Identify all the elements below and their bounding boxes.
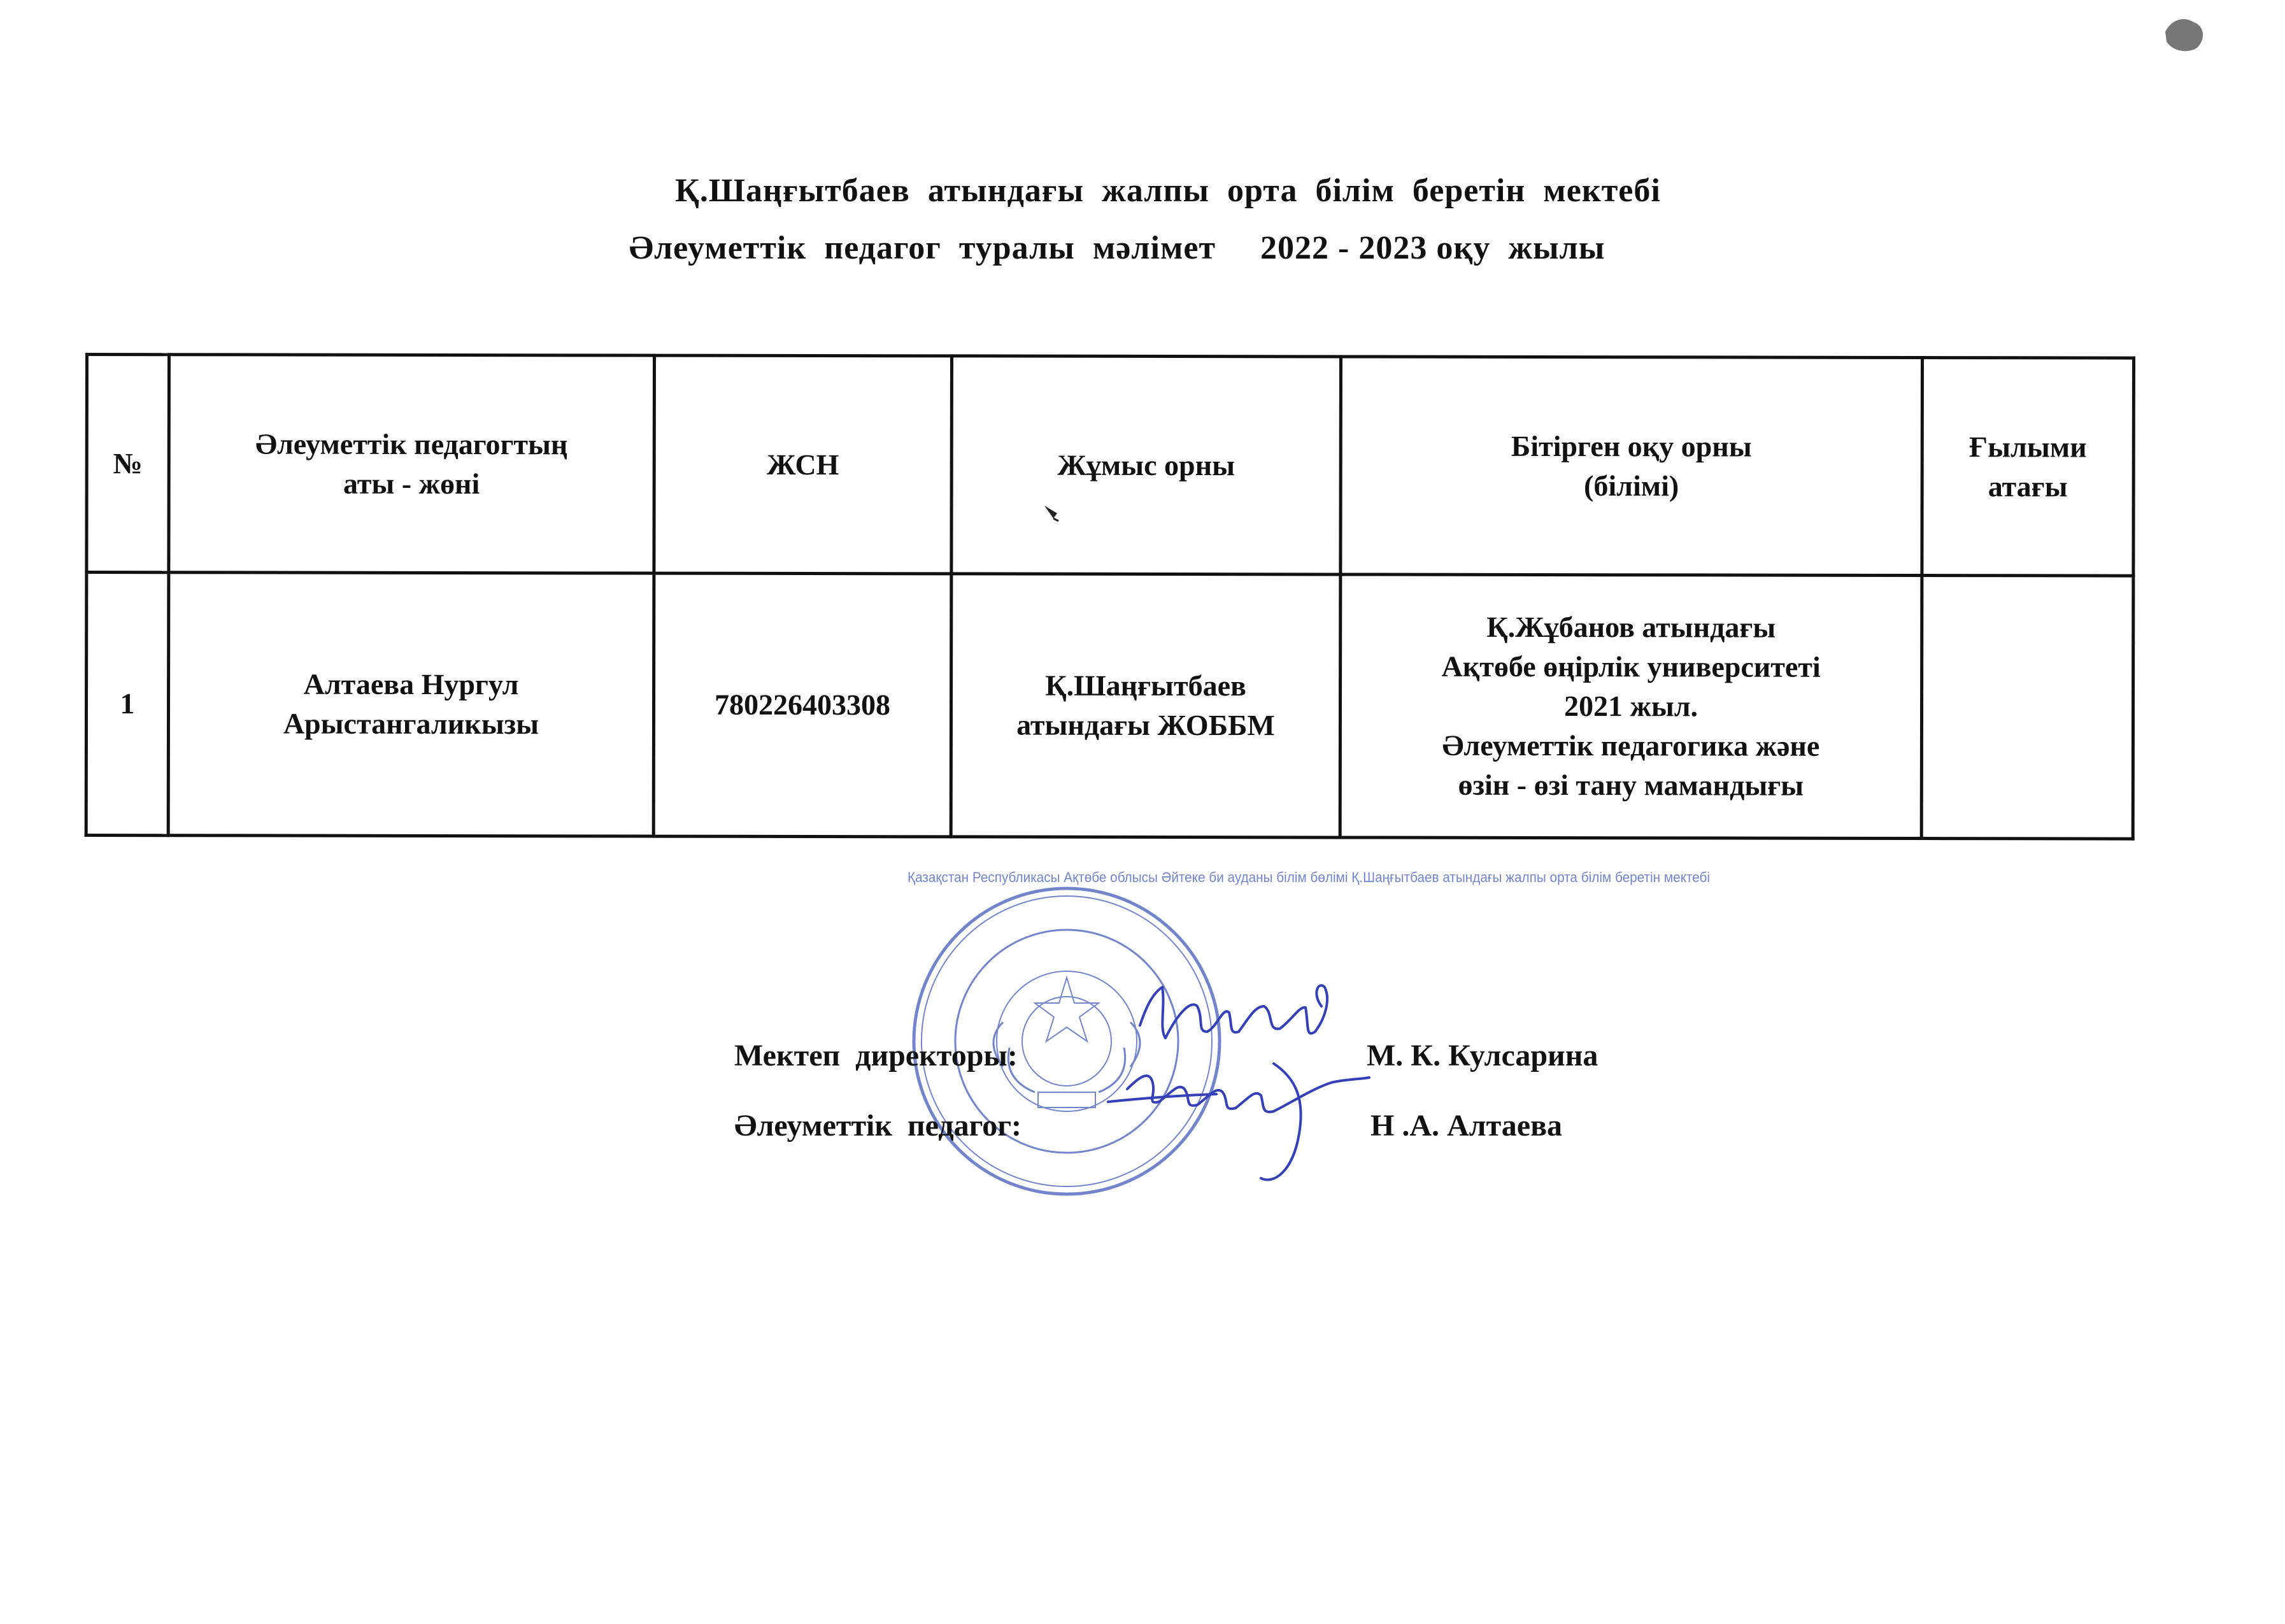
director-name: М. К. Кулсарина [1367, 1039, 1598, 1072]
document-subtitle: Әлеуметтік педагог туралы мәлімет 2022 - 2023 оқу жылы [629, 230, 1605, 266]
director-label: Мектеп директоры: [734, 1039, 1018, 1072]
handwritten-signatures [1102, 968, 1382, 1197]
cell-workplace: Қ.Шаңғытбаев атындағы ЖОББМ [951, 574, 1341, 837]
column-header-iin: ЖСН [654, 355, 952, 574]
cell-degree [1921, 576, 2133, 839]
corner-smudge [2159, 13, 2210, 57]
pedagogue-info-table [85, 353, 2135, 841]
column-header-number: № [87, 355, 169, 573]
pedagogue-name: Н .А. Алтаева [1370, 1109, 1562, 1143]
table-header-row [87, 355, 2134, 576]
column-header-degree: Ғылыми атағы [1922, 358, 2134, 576]
cell-name: Алтаева Нургул Арыстангаликызы [168, 573, 654, 836]
table-row [86, 573, 2133, 839]
column-header-education: Бітірген оқу орны (білімі) [1341, 357, 1923, 576]
cell-education: Қ.Жұбанов атындағы Ақтөбе өңірлік университеті 2021 жыл. Әлеуметтік педагогика және өзін - өзі тану мамандығы [1340, 574, 1922, 838]
document-title: Қ.Шаңғытбаев атындағы жалпы орта білім беретін мектебі [675, 173, 1661, 209]
column-header-workplace: Жұмыс орны [951, 356, 1341, 574]
cell-number: 1 [86, 573, 169, 836]
column-header-name: Әлеуметтік педагогтың аты - жөні [169, 355, 655, 574]
pedagogue-label: Әлеуметтік педагог: [734, 1109, 1022, 1143]
ink-mark [1039, 499, 1065, 525]
cell-iin: 780226403308 [653, 573, 951, 837]
stamp-ring-text: Қазақстан Республикасы Ақтөбе облысы Әйтеке би ауданы білім бөлімі Қ.Шаңғытбаев атындағы жалпы орта білім беретін мектебі [908, 869, 1710, 885]
